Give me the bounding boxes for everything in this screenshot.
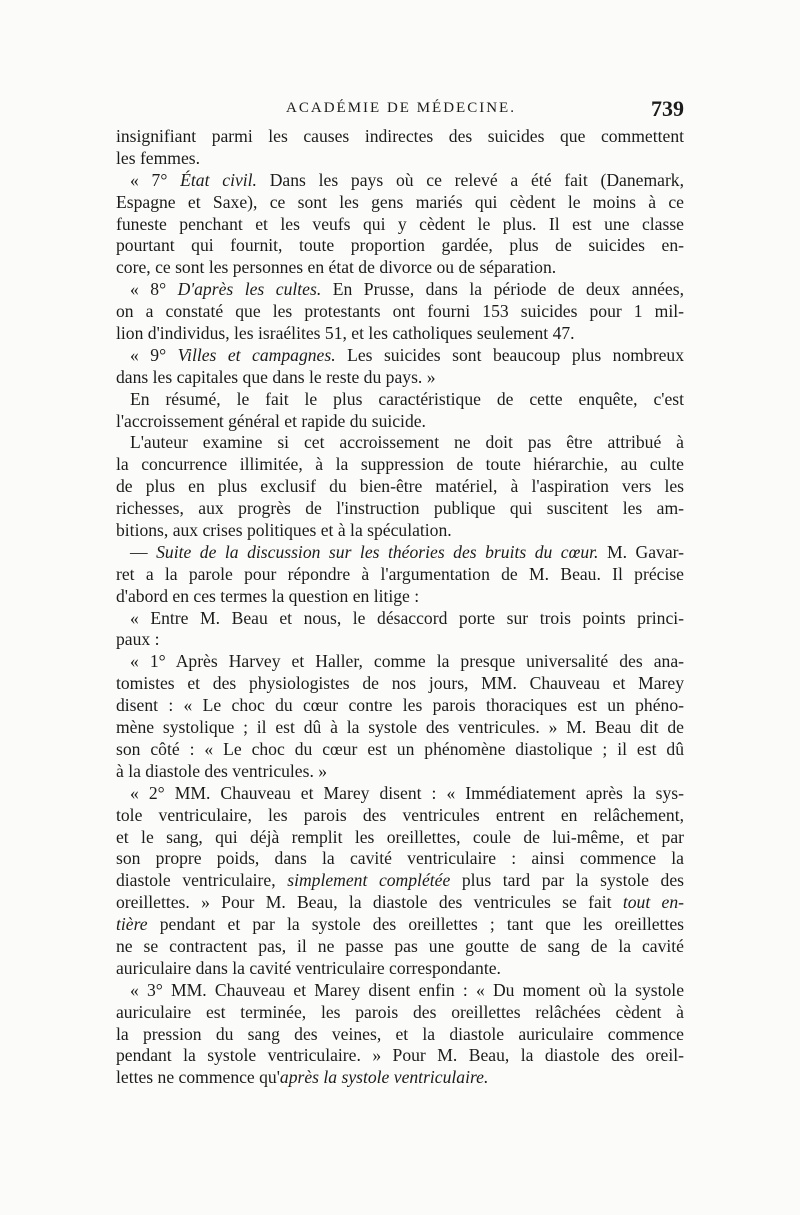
text-line: l'accroissement général et rapide du suicide. — [116, 410, 426, 431]
text-line: pendant la systole ventriculaire. » Pour M. Beau, la diastole des oreil- — [116, 1045, 684, 1066]
text-line: « Entre M. Beau et nous, le désaccord porte sur trois points princi- — [130, 607, 684, 628]
text-line: lion d'individus, les israélites 51, et les catholiques seulement 47. — [116, 323, 575, 344]
text-line: et le sang, qui déjà remplit les oreillettes, coule de lui-même, et par — [116, 826, 684, 847]
text-line: paux : — [116, 629, 160, 650]
text-line: « 9° Villes et campagnes. Les suicides sont beaucoup plus nombreux — [130, 344, 684, 365]
text-line: d'abord en ces termes la question en litige : — [116, 585, 420, 606]
text-line: mène systolique ; il est dû à la systole des ventricules. » M. Beau dit de — [116, 717, 684, 738]
text-line: « 7° État civil. Dans les pays où ce relevé a été fait (Danemark, — [130, 169, 684, 190]
text-line: « 3° MM. Chauveau et Marey disent enfin : « Du moment où la systole — [130, 979, 684, 1000]
text-line: à la diastole des ventricules. » — [116, 760, 328, 781]
text-line: richesses, aux progrès de l'instruction publique qui suscitent les am- — [116, 498, 684, 519]
text-line: auriculaire dans la cavité ventriculaire correspondante. — [116, 957, 501, 978]
text-line: bitions, aux crises politiques et à la spéculation. — [116, 520, 452, 541]
text-line: la concurrence illimitée, à la suppression de toute hiérarchie, au culte — [116, 454, 684, 475]
text-line: « 1° Après Harvey et Haller, comme la presque universalité des ana- — [130, 651, 684, 672]
text-line: insignifiant parmi les causes indirectes des suicides que commettent — [116, 126, 684, 146]
body-text — [116, 126, 684, 1089]
text-line: de plus en plus exclusif du bien-être matériel, à l'aspiration vers les — [116, 476, 684, 497]
text-line: Espagne et Saxe), ce sont les gens mariés qui cèdent le moins à ce — [116, 191, 684, 212]
text-line: funeste penchant et les veufs qui y cèdent le plus. Il est une classe — [116, 213, 684, 234]
text-line: tomistes et des physiologistes de nos jours, MM. Chauveau et Marey — [116, 673, 684, 694]
text-line: En résumé, le fait le plus caractéristique de cette enquête, c'est — [130, 388, 684, 409]
text-line: dans les capitales que dans le reste du pays. » — [116, 366, 436, 387]
text-line: la pression du sang des veines, et la diastole auriculaire commence — [116, 1023, 684, 1044]
text-line: tole ventriculaire, les parois des ventricules entrent en relâchement, — [116, 804, 684, 825]
text-line: oreillettes. » Pour M. Beau, la diastole des ventricules se fait tout en- — [116, 892, 685, 913]
text-line: core, ce sont les personnes en état de divorce ou de séparation. — [116, 257, 557, 278]
text-line: ne se contractent pas, il ne passe pas une goutte de sang de la cavité — [116, 935, 684, 956]
text-line: lettes ne commence qu'après la systole ventriculaire. — [116, 1067, 489, 1088]
text-line: « 8° D'après les cultes. En Prusse, dans la période de deux années, — [130, 279, 684, 300]
text-line: les femmes. — [116, 147, 201, 168]
text-line: son propre poids, dans la cavité ventriculaire : ainsi commence la — [116, 848, 684, 869]
text-line: on a constaté que les protestants ont fourni 153 suicides pour 1 mil- — [116, 301, 684, 322]
text-line: « 2° MM. Chauveau et Marey disent : « Immédiatement après la sys- — [130, 782, 684, 803]
text-line: disent : « Le choc du cœur contre les parois thoraciques est un phéno- — [116, 695, 684, 716]
running-head — [116, 96, 686, 122]
running-title: ACADÉMIE DE MÉDECINE. — [286, 100, 516, 116]
page-number: 739 — [651, 96, 684, 121]
text-line: auriculaire est terminée, les parois des oreillettes relâchées cèdent à — [116, 1001, 684, 1022]
text-line: ret a la parole pour répondre à l'argumentation de M. Beau. Il précise — [116, 563, 684, 584]
text-line: son côté : « Le choc du cœur est un phénomène diastolique ; il est dû — [116, 738, 684, 759]
text-line: tière pendant et par la systole des oreillettes ; tant que les oreillettes — [116, 914, 684, 935]
text-line: L'auteur examine si cet accroissement ne doit pas être attribué à — [130, 432, 684, 453]
text-line: diastole ventriculaire, simplement complétée plus tard par la systole des — [116, 870, 684, 891]
text-line: — Suite de la discussion sur les théories des bruits du cœur. M. Gavar- — [130, 541, 684, 562]
text-line: pourtant qui fournit, toute proportion gardée, plus de suicides en- — [116, 235, 684, 256]
